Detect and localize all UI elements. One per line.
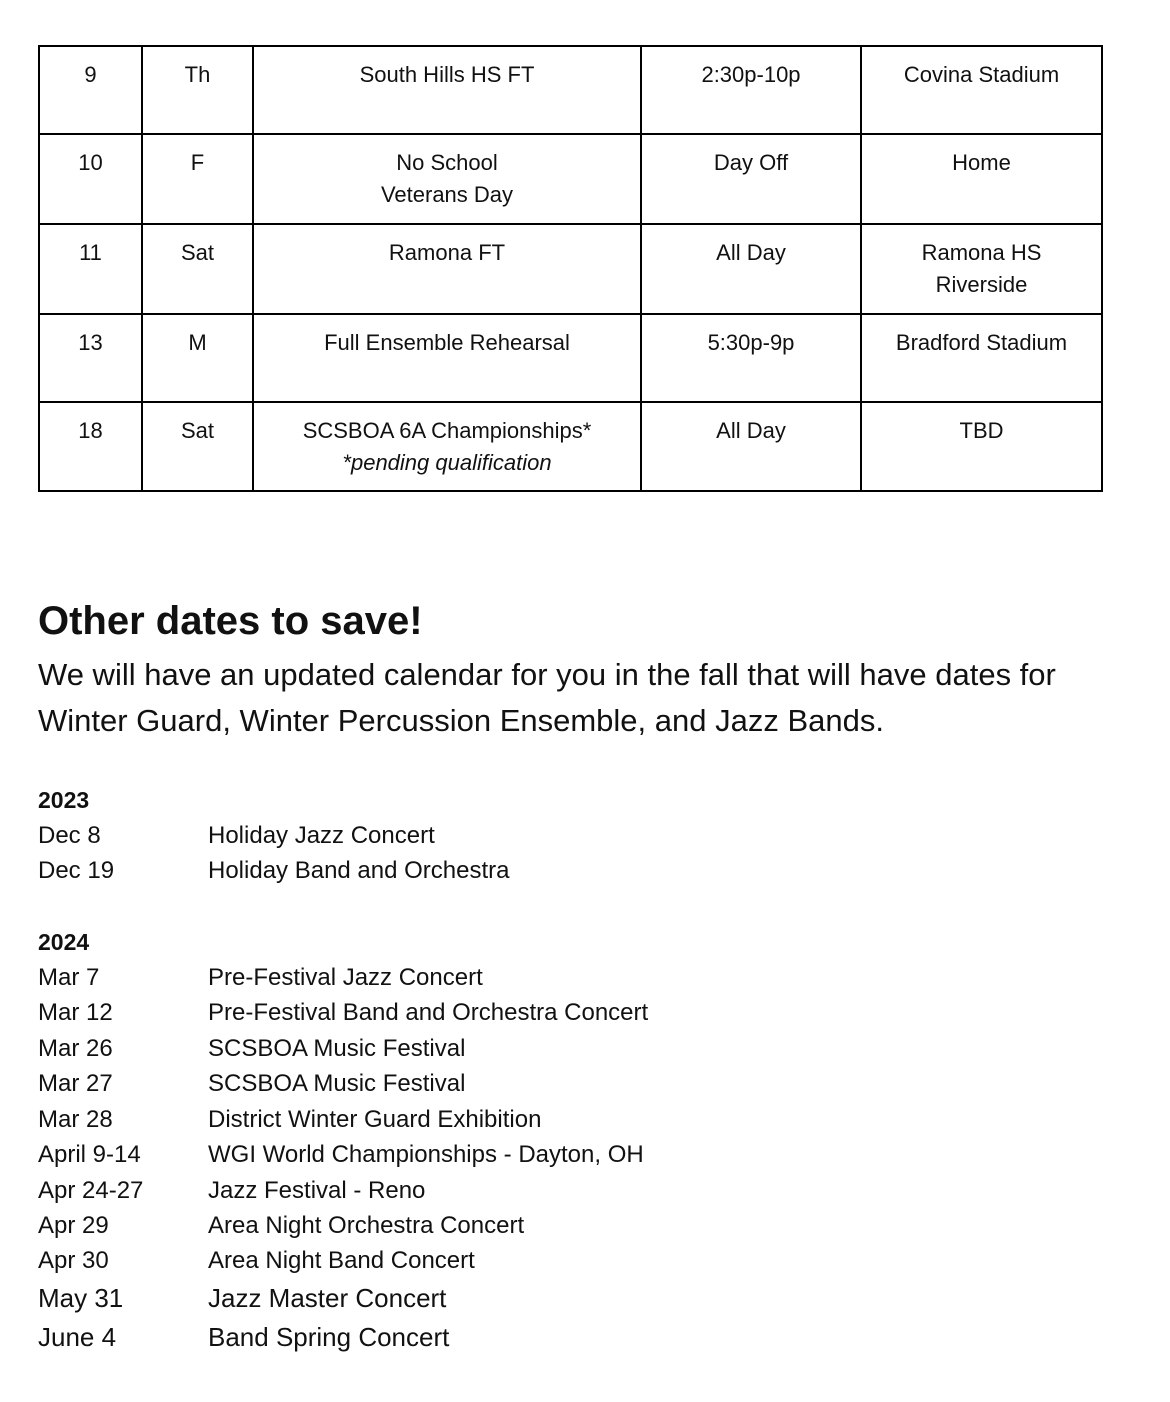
list-item xyxy=(38,1138,938,1172)
section-heading: Other dates to save! xyxy=(38,599,423,643)
item-event: Holiday Band and Orchestra xyxy=(208,857,510,884)
list-item xyxy=(38,1032,938,1066)
location-cell xyxy=(861,46,1102,134)
table-row xyxy=(39,224,1102,314)
item-event: District Winter Guard Exhibition xyxy=(208,1106,542,1133)
location-line: Riverside xyxy=(935,272,1028,297)
date-cell: 18 xyxy=(39,402,142,491)
table-row xyxy=(39,46,1102,134)
location-line: Covina Stadium xyxy=(903,62,1060,87)
item-event: Jazz Festival - Reno xyxy=(208,1177,426,1204)
intro-paragraph: We will have an updated calendar for you in the fall that will have dates for Winter Guard, Winter Percussion Ensemble, and Jazz Bands. xyxy=(38,657,1056,738)
year-heading: 2023 xyxy=(38,787,90,813)
time-cell: 5:30p-9p xyxy=(641,314,861,402)
event-line: Ramona FT xyxy=(388,240,506,265)
location-line: TBD xyxy=(959,418,1004,443)
item-date: Apr 30 xyxy=(38,1247,109,1274)
event-cell xyxy=(253,402,641,491)
event-cell xyxy=(253,46,641,134)
item-date: Mar 7 xyxy=(38,964,100,991)
item-date: June 4 xyxy=(38,1322,117,1352)
event-line: SCSBOA 6A Championships* xyxy=(302,418,592,443)
list-item xyxy=(38,1244,938,1278)
item-date: Mar 12 xyxy=(38,999,113,1026)
list-item xyxy=(38,1279,938,1317)
event-cell xyxy=(253,134,641,224)
time-cell: All Day xyxy=(641,402,861,491)
table-row xyxy=(39,402,1102,491)
list-item xyxy=(38,854,938,888)
time-cell: Day Off xyxy=(641,134,861,224)
item-date: Apr 29 xyxy=(38,1212,109,1239)
item-date: May 31 xyxy=(38,1283,124,1313)
item-event: Area Night Orchestra Concert xyxy=(208,1212,525,1239)
list-item xyxy=(38,1209,938,1243)
item-event: SCSBOA Music Festival xyxy=(208,1070,466,1097)
item-event: Band Spring Concert xyxy=(208,1322,450,1352)
event-cell xyxy=(253,224,641,314)
date-cell: 13 xyxy=(39,314,142,402)
day-cell: Th xyxy=(142,46,253,134)
list-item xyxy=(38,819,938,853)
item-date: Apr 24-27 xyxy=(38,1177,144,1204)
list-item xyxy=(38,1103,938,1137)
item-event: SCSBOA Music Festival xyxy=(208,1035,466,1062)
location-line: Home xyxy=(952,150,1011,175)
event-line: Veterans Day xyxy=(380,182,514,207)
item-date: Dec 19 xyxy=(38,857,115,884)
date-cell: 9 xyxy=(39,46,142,134)
item-date: Mar 27 xyxy=(38,1070,113,1097)
location-line: Ramona HS xyxy=(921,240,1042,265)
table-row xyxy=(39,134,1102,224)
location-line: Bradford Stadium xyxy=(895,330,1068,355)
event-note: *pending qualification xyxy=(342,450,552,475)
event-line: South Hills HS FT xyxy=(359,62,535,87)
item-event: Jazz Master Concert xyxy=(208,1283,447,1313)
time-cell: All Day xyxy=(641,224,861,314)
list-item xyxy=(38,1318,938,1356)
list-item xyxy=(38,1067,938,1101)
day-cell: Sat xyxy=(142,402,253,491)
list-item xyxy=(38,1174,938,1208)
item-date: April 9-14 xyxy=(38,1141,141,1168)
item-event: Pre-Festival Jazz Concert xyxy=(208,964,483,991)
day-cell: Sat xyxy=(142,224,253,314)
list-item xyxy=(38,961,938,995)
date-cell: 10 xyxy=(39,134,142,224)
day-cell: M xyxy=(142,314,253,402)
item-date: Dec 8 xyxy=(38,822,101,849)
item-date: Mar 26 xyxy=(38,1035,113,1062)
schedule-table xyxy=(38,45,1103,492)
date-cell: 11 xyxy=(39,224,142,314)
item-event: WGI World Championships - Dayton, OH xyxy=(208,1141,644,1168)
item-event: Holiday Jazz Concert xyxy=(208,822,435,849)
year-heading: 2024 xyxy=(38,929,90,955)
item-event: Area Night Band Concert xyxy=(208,1247,475,1274)
location-cell xyxy=(861,224,1102,314)
item-event: Pre-Festival Band and Orchestra Concert xyxy=(208,999,649,1026)
location-cell xyxy=(861,314,1102,402)
event-line: No School xyxy=(396,150,498,175)
location-cell xyxy=(861,134,1102,224)
item-date: Mar 28 xyxy=(38,1106,113,1133)
event-cell xyxy=(253,314,641,402)
day-cell: F xyxy=(142,134,253,224)
list-item xyxy=(38,996,938,1030)
time-cell: 2:30p-10p xyxy=(641,46,861,134)
event-line: Full Ensemble Rehearsal xyxy=(324,330,570,355)
table-row xyxy=(39,314,1102,402)
location-cell xyxy=(861,402,1102,491)
